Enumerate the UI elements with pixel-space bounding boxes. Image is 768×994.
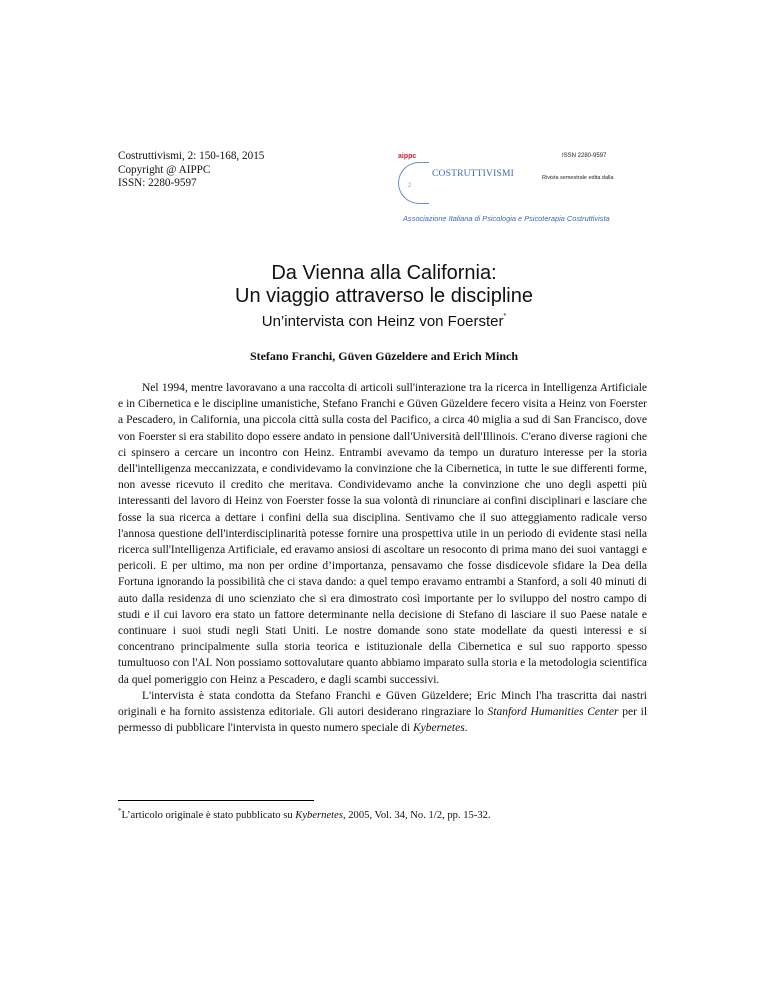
copyright-line: Copyright @ AIPPC bbox=[118, 163, 211, 176]
paragraph-2 bbox=[118, 688, 647, 737]
footnote-text-a: L’articolo originale è stato pubblicato su bbox=[121, 810, 296, 821]
footnote-mark: * bbox=[118, 807, 122, 815]
citation-line: Costruttivismi, 2: 150-168, 2015 bbox=[118, 150, 265, 162]
paragraph-2-text-a: L'intervista è stata condotta da Stefano Franchi e Güven Güzeldere; Eric Minch l'ha trascritta dai nastri originali e ha fornito assistenza editoriale. Gli autori desiderano ringraziare lo bbox=[118, 689, 647, 719]
footnote-text-b: , 2005, Vol. 34, No. 1/2, pp. 15-32. bbox=[342, 810, 491, 821]
logo-brand: COSTRUTTIVISMI bbox=[432, 169, 514, 179]
footnote-divider bbox=[118, 800, 314, 801]
logo-issue-number: 2 bbox=[408, 183, 412, 189]
title-line-2: Un viaggio attraverso le discipline bbox=[235, 285, 533, 307]
journal-logo bbox=[398, 150, 660, 230]
paragraph-2-emph-1: Stanford Humanities Center bbox=[487, 706, 619, 719]
article-body bbox=[118, 380, 647, 736]
paragraph-2-text-b: per il permesso di pubblicare l'intervista in questo numero speciale di bbox=[118, 706, 648, 735]
logo-issn: ISSN 2280-9597 bbox=[562, 153, 607, 159]
issn-line: ISSN: 2280-9597 bbox=[118, 177, 197, 189]
journal-meta bbox=[118, 150, 264, 191]
logo-arc-icon bbox=[398, 162, 429, 204]
title-line-1: Da Vienna alla California: bbox=[271, 262, 497, 284]
aippc-logo-text: aippc bbox=[398, 153, 417, 160]
paragraph-1: Nel 1994, mentre lavoravano a una raccolta di articoli sull'interazione tra la ricerca in Intelligenza Artificiale e in Cibernetica e le discipline umanistiche, Stefano Franchi e Güven Güzeldere fecero visita a Heinz von Foerster a Pescadero, in California, una piccola città sulla costa del Pacifico, a circa 40 miglia a sud di San Francisco, dove von Foerster si era stabilito dopo essere andato in pensione dall'Università dell'Illinois. C'erano diverse ragioni che ci spinsero a cercare un incontro con Heinz. Entrambi avevamo da tempo un duraturo interesse per la storia dell'intelligenza meccanizzata, e condividevamo la convinzione che la Cibernetica, in tutte le sue differenti forme, non avesse ricevuto il credito che meritava. Condividevamo anche la convinzione che uno degli aspetti più interessanti del lavoro di Heinz von Foerster fosse la sua volontà di rinunciare ai confini disciplinari e lasciare che fosse la sua ricerca a dettare i confini della sua disciplina. Sentivamo che il suo atteggiamento radicale verso l'annosa questione dell'interdisciplinarità potesse fornire una prospettiva utile in un periodo di evidente stasi nella ricerca sull'Intelligenza Artificiale, ed eravamo ansiosi di ascoltare un resoconto di prima mano dei suoi vantaggi e pericoli. E per ultimo, ma non per ordine d’importanza, pensavamo che fosse disdicevole sfidare la Dea della Fortuna ignorando la possibilità che ci stava dando: a quel tempo eravamo entrambi a Stanford, a soli 40 minuti di auto dalla residenza di uno scienziato che si era dimostrato così importante per lo sviluppo del nostro campo di studi e il cui lavoro era stato un fattore determinante nella decisione di Stefano di lasciare il suo Paese natale e continuare i suoi studi negli Stati Uniti. Le nostre domande sono state modellate da questi interessi e si concentrano principalmente sulla storia teorica e istituzionale della Cibernetica e sul suo rapporto spesso tumultuoso con l'AI. Non possiamo sottovalutare quanto abbiamo imparato sulla storia e la metodologia scientifica da quel pomeriggio con Heinz a Pescadero, e dagli scambi successivi. bbox=[118, 382, 647, 686]
paragraph-2-emph-2: Kybernetes bbox=[412, 722, 465, 735]
subtitle bbox=[0, 313, 768, 330]
authors: Stefano Franchi, Güven Güzeldere and Erich Minch bbox=[249, 349, 519, 363]
paragraph-2-text-c: . bbox=[464, 722, 468, 735]
logo-tagline: Rivista semestrale edita dalla bbox=[542, 175, 614, 181]
footnote-ref-mark[interactable]: * bbox=[503, 313, 507, 320]
subtitle-text: Un’intervista con Heinz von Foerster bbox=[261, 313, 504, 330]
footnote-journal: Kybernetes bbox=[295, 810, 343, 821]
footnote bbox=[118, 807, 491, 821]
logo-association: Associazione Italiana di Psicologia e Psicoterapia Costruttivista bbox=[403, 214, 610, 223]
